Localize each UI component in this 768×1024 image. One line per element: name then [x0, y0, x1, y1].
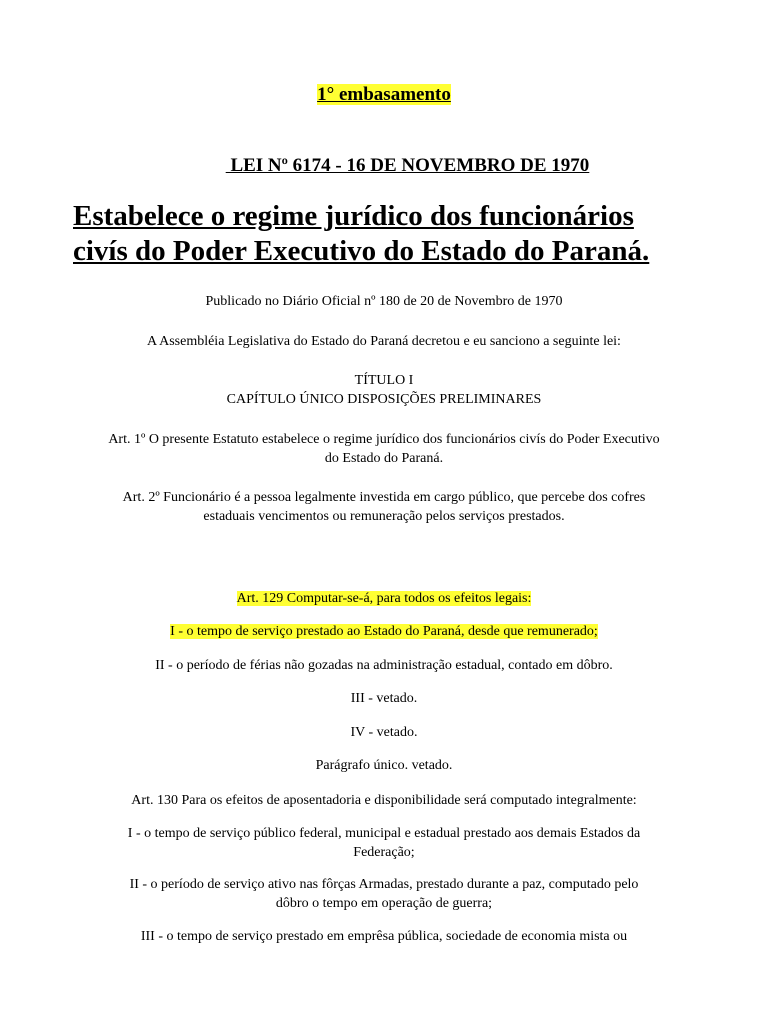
art129-paragrafo-line: Parágrafo único. vetado. — [315, 758, 453, 773]
art129-text: Art. 129 Computar-se-á, para todos os efeitos legais: — [236, 591, 532, 606]
art129-i-line — [0, 622, 768, 641]
art129-i-text: I - o tempo de serviço prestado ao Estado do Paraná, desde que remunerado; — [170, 624, 598, 639]
art130-i-line-2: Federação; — [353, 845, 415, 860]
title-line-2: civís do Poder Executivo do Estado do Paraná. — [73, 235, 650, 267]
lei-heading — [0, 127, 768, 205]
assembleia-line: A Assembléia Legislativa do Estado do Paraná decretou e eu sanciono a seguinte lei: — [147, 334, 621, 349]
art129-iii-line: III - vetado. — [350, 691, 418, 706]
publicado-line: Publicado no Diário Oficial nº 180 de 20 de Novembro de 1970 — [205, 294, 563, 309]
art129-ii-line: II - o período de férias não gozadas na administração estadual, contado em dôbro. — [155, 658, 613, 673]
art2-line-2: estaduais vencimentos ou remuneração pelos serviços prestados. — [203, 509, 565, 524]
document-title — [73, 199, 753, 269]
title-line-1: Estabelece o regime jurídico dos funcionários — [73, 200, 634, 232]
art130-i-line-1: I - o tempo de serviço público federal, municipal e estadual prestado aos demais Estados da — [127, 826, 641, 841]
art1-line-1: Art. 1º O presente Estatuto estabelece o regime jurídico dos funcionários civís do Poder Executivo — [108, 432, 660, 447]
art129-line — [0, 589, 768, 608]
art129-iv-line: IV - vetado. — [350, 725, 418, 740]
capitulo-line: CAPÍTULO ÚNICO DISPOSIÇÕES PRELIMINARES — [226, 392, 542, 407]
art130-ii-line-1: II - o período de serviço ativo nas fôrças Armadas, prestado durante a paz, computado pelo — [129, 877, 639, 892]
art130-ii-line-2: dôbro o tempo em operação de guerra; — [275, 896, 493, 911]
embasamento-text: 1° embasamento — [317, 84, 451, 105]
lei-text: LEI Nº 6174 - 16 DE NOVEMBRO DE 1970 — [225, 155, 590, 176]
art1-line-2: do Estado do Paraná. — [324, 451, 444, 466]
art130-line: Art. 130 Para os efeitos de aposentadoria e disponibilidade será computado integralmente: — [131, 793, 637, 808]
embasamento-heading — [0, 82, 768, 108]
art2-line-1: Art. 2º Funcionário é a pessoa legalmente investida em cargo público, que percebe dos cofres — [122, 490, 646, 505]
titulo-line: TÍTULO I — [354, 373, 414, 388]
art130-iii-line-1: III - o tempo de serviço prestado em emprêsa pública, sociedade de economia mista ou — [140, 929, 628, 944]
